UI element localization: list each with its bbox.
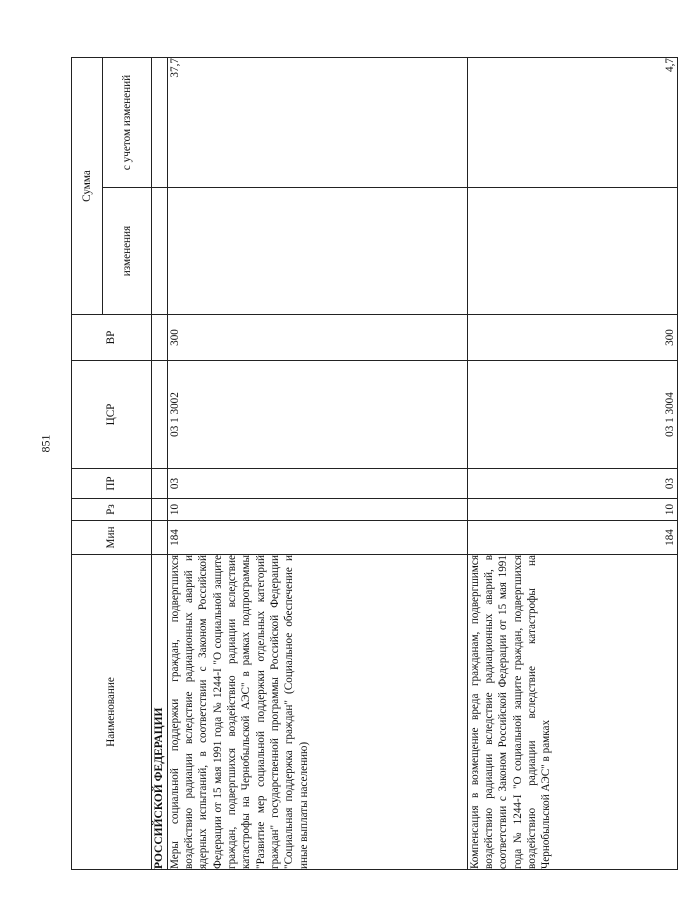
row-changes: [467, 188, 677, 315]
table-row: [167, 58, 467, 870]
row-pr: 03: [167, 469, 467, 499]
header-name: Наименование: [72, 555, 152, 870]
row-min: 184: [167, 521, 467, 555]
header-rz: Рз: [72, 499, 152, 521]
rotated-page-content: [71, 58, 676, 870]
empty-cell: [152, 188, 168, 315]
header-min: Мин: [72, 521, 152, 555]
row-csr: 03 1 3004: [467, 361, 677, 469]
empty-cell: [152, 361, 168, 469]
page-number: 851: [38, 434, 53, 453]
row-name: Меры социальной поддержки граждан, подвергшихся воздействию радиации вследствие радиационных аварий и ядерных испытаний, в соответствии с Законом Российской Федерации от 15 мая 1991 года № 1244-I "О социальной защите граждан, подвергшихся воздействию радиации вследствие катастрофы на Чернобыльской АЭС" в рамках подпрограммы "Развитие мер социальной поддержки отдельных категорий граждан" государственной программы Российской Федерации "Социальная поддержка граждан" (Социальное обеспечение и иные выплаты населению): [167, 555, 467, 870]
empty-cell: [152, 469, 168, 499]
empty-cell: [152, 315, 168, 361]
row-rz: 10: [167, 499, 467, 521]
budget-table: [71, 57, 678, 870]
row-vr: 300: [167, 315, 467, 361]
row-with-changes: 4,7: [467, 58, 677, 188]
header-changes: изменения: [103, 188, 152, 315]
row-rz: 10: [467, 499, 677, 521]
row-min: 184: [467, 521, 677, 555]
header-sum: Сумма: [72, 58, 103, 315]
section-title: РОССИЙСКОЙ ФЕДЕРАЦИИ: [152, 555, 168, 870]
row-vr: 300: [467, 315, 677, 361]
empty-cell: [152, 521, 168, 555]
empty-cell: [152, 58, 168, 188]
row-pr: 03: [467, 469, 677, 499]
empty-cell: [152, 499, 168, 521]
row-changes: [167, 188, 467, 315]
header-with-changes: с учетом изменений: [103, 58, 152, 188]
table-row: [467, 58, 677, 870]
header-vr: ВР: [72, 315, 152, 361]
header-csr: ЦСР: [72, 361, 152, 469]
header-pr: ПР: [72, 469, 152, 499]
row-with-changes: 37,7: [167, 58, 467, 188]
row-csr: 03 1 3002: [167, 361, 467, 469]
row-name: Компенсация в возмещение вреда гражданам, подвергшимся воздействию радиации вследствие радиационных аварий, в соответствии с Законом Российской Федерации от 15 мая 1991 года № 1244-I "О социальной защите граждан, подвергшихся воздействию радиации вследствие катастрофы на Чернобыльской АЭС" в рамках: [467, 555, 677, 870]
